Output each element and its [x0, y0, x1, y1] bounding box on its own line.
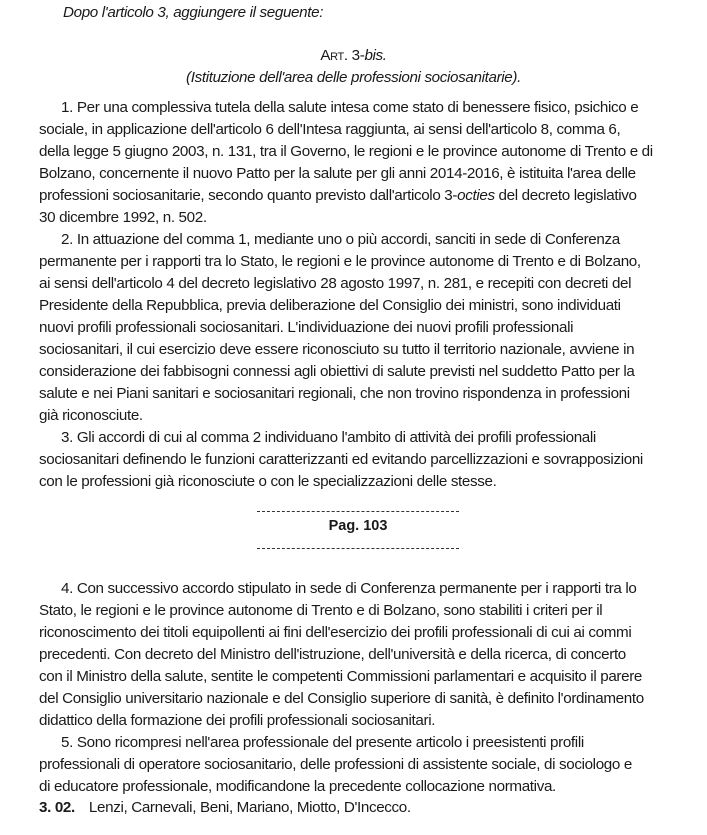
- paragraph-3: [39, 427, 707, 493]
- paragraph-line: 1. Per una complessiva tutela della salute intesa come stato di benessere fisico, psichico e: [61, 99, 639, 116]
- paragraph-line: con il Ministro della salute, sentite le competenti Commissioni parlamentari e acquisito il parere: [39, 668, 643, 685]
- paragraph-line: Presidente della Repubblica, previa deliberazione del Consiglio dei ministri, sono individuati: [39, 297, 621, 314]
- article-number: 3-: [351, 47, 365, 64]
- amendment-line: [39, 797, 411, 819]
- article-heading: [0, 45, 707, 67]
- paragraph-line: del Consiglio universitario nazionale e del Consiglio superiore di sanità, è definito l'ordinamento: [39, 690, 644, 707]
- paragraph-line: sociosanitari definendo le funzioni caratterizzanti ed evitando parcellizzazioni e sovrapposizioni: [39, 451, 643, 468]
- paragraph-1: [39, 97, 707, 229]
- article-label: Art.: [320, 47, 348, 64]
- paragraph-line: nuovi profili professionali sociosanitari. L'individuazione dei nuovi profili professionali: [39, 319, 574, 336]
- amendment-signatories: Lenzi, Carnevali, Beni, Mariano, Miotto, D'Incecco.: [88, 799, 411, 816]
- paragraph-line: della legge 5 giugno 2003, n. 131, tra il Governo, le regioni e le province autonome di Trento e di: [39, 143, 653, 160]
- paragraph-line: 4. Con successivo accordo stipulato in sede di Conferenza permanente per i rapporti tra lo: [61, 580, 637, 597]
- intro-instruction: Dopo l'articolo 3, aggiungere il seguente:: [63, 4, 324, 21]
- paragraph-line: didattico della formazione dei profili professionali sociosanitari.: [39, 712, 436, 729]
- page-number: Pag. 103: [328, 518, 388, 534]
- page-break-marker: [257, 511, 459, 549]
- paragraph-line: [39, 185, 707, 207]
- paragraph-4: [39, 578, 707, 732]
- paragraph-line: salute e nei Piani sanitari e sociosanitari regionali, che non trovino rispondenza in professioni: [39, 385, 630, 402]
- paragraph-2: [39, 229, 707, 427]
- paragraph-line: Bolzano, concernente il nuovo Patto per la salute per gli anni 2014-2016, è istituita l'area delle: [39, 165, 636, 182]
- paragraph-line: sociale, in applicazione dell'articolo 6 dell'Intesa raggiunta, ai sensi dell'articolo 8, comma 6,: [39, 121, 621, 138]
- paragraph-line: sociosanitari, il cui esercizio deve essere riconosciuto su tutto il territorio nazionale, avviene in: [39, 341, 635, 358]
- paragraph-line: permanente per i rapporti tra lo Stato, le regioni e le province autonome di Trento e di Bolzano,: [39, 253, 641, 270]
- paragraph-line: con le professioni già riconosciute o con le specializzazioni delle stesse.: [39, 473, 497, 490]
- amendment-number: 3. 02.: [39, 799, 75, 816]
- paragraph-line: di educatore professionale, modificandone la precedente collocazione normativa.: [39, 778, 556, 795]
- paragraph-line: ai sensi dell'articolo 4 del decreto legislativo 28 agosto 1997, n. 281, e recepiti con decreti del: [39, 275, 632, 292]
- article-suffix: bis.: [364, 47, 387, 64]
- italic-term: octies: [457, 187, 495, 204]
- paragraph-line: già riconosciute.: [39, 407, 143, 424]
- paragraph-line: 30 dicembre 1992, n. 502.: [39, 209, 207, 226]
- paragraph-line: 5. Sono ricompresi nell'area professionale del presente articolo i preesistenti profili: [61, 734, 584, 751]
- article-subtitle: (Istituzione dell'area delle professioni sociosanitarie).: [186, 69, 521, 86]
- paragraph-line: professionali di operatore sociosanitario, delle professioni di assistente sociale, di sociologo e: [39, 756, 632, 773]
- line-text: professioni sociosanitarie, secondo quanto previsto dall'articolo 3-: [39, 187, 458, 204]
- paragraph-line: 2. In attuazione del comma 1, mediante uno o più accordi, sanciti in sede di Conferenza: [61, 231, 620, 248]
- paragraph-line: precedenti. Con decreto del Ministro dell'istruzione, dell'università e della ricerca, di concerto: [39, 646, 626, 663]
- paragraph-line: riconoscimento dei titoli equipollenti ai fini dell'esercizio dei profili professionali di cui ai commi: [39, 624, 632, 641]
- paragraph-line: considerazione dei fabbisogni connessi agli obiettivi di salute previsti nel suddetto Patto per la: [39, 363, 635, 380]
- paragraph-line: Stato, le regioni e le province autonome di Trento e di Bolzano, sono stabiliti i criteri per il: [39, 602, 603, 619]
- line-text: del decreto legislativo: [494, 187, 637, 204]
- paragraph-5: [39, 732, 707, 798]
- paragraph-line: 3. Gli accordi di cui al comma 2 individuano l'ambito di attività dei profili professionali: [61, 429, 596, 446]
